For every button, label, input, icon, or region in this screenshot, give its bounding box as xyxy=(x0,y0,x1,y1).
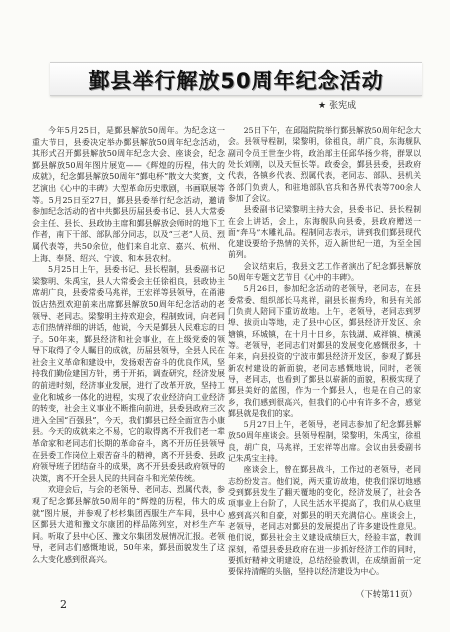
continued-note: （下转第11页） xyxy=(356,589,417,599)
right-column xyxy=(228,125,421,578)
author-name: 张宪成 xyxy=(329,101,357,111)
paragraph: 5月26日，参加纪念活动的老领导，老同志，在县委常委、组织部长马兆祥，副县长崔秀玲，和县有关部门负责人陪同下重访故地。上午，老领导，老同志到罗埠、拔贡山等地，走了县中心区，鄞县经济开发区、余塘镇，环城镇，在十月十日乡，东钱湖、咸祥镇、横溪等。老领导，老同志们对鄞县的发展变化感慨很多，十年来，向县投资的宁波市鄞县经济开发区，参观了鄞县新农村建设的新面貌，老同志感慨地说，同时，老领导，老同志，也看到了鄞县以崭新的面貌，积极实现了鄞县美好的蓝图，作为一个鄞县人，也是在自己的家乡，我们感到很高兴，但我们的心中有许多不舍，感觉鄞县就是我们的家。 xyxy=(228,284,421,418)
byline xyxy=(318,98,356,111)
paragraph: 5月25日上午，县委书记、县长程制，县委副书记梁黎明、朱禹宝，县人大常委会主任徐祖良，县政协主席胡广良，县委常委马兆祥，王宏祥等县领导，在甬港饭店热烈欢迎前来出席鄞县解放50周年纪念活动的老领导、老同志。梁黎明主持欢迎会，程制致词，向老同志们热情祥细的讲话，他说，今天是鄞县人民难忘的日子。50年来，鄞县经济和社会事业，在上级党委的领导下取得了令人瞩目的成就，历届县领导，全县人民在社会主义革命和建设中，发扬艰苦奋斗的优良作风，坚持我们勤俭建国方针，勇于开拓，调查研究，经济发展的前进时刻，经济事业发展，进行了改革开放，坚持工业化和城乡一体化的进程，实现了农业经济向工业经济的转变，社会主义事业不断推向前进，县委县政府三次进入全国“百强县”，今天，我们鄞县已经全面宣告小康县。今天的成就来之不易，它的取得离不开我们老一辈革命家和老同志们长期的革命奋斗，离不开历任县领导在县委工作岗位上艰苦奋斗的精神，离不开县委、县政府领导班子团结奋斗的成果，离不开县委县政府领导的决策，离不开全县人民的共同奋斗和光荣传统。 xyxy=(32,265,225,483)
paragraph: 县委副书记梁黎明主持大会，县委书记、县长程制在会上讲话，会上，东海舰队向县委，县政府赠送一面“奔马”木雕礼品。程制同志表示，讲到我们鄞县现代化建设要给予热情的关怀，迈入新世纪一道，为至全国前列。 xyxy=(228,205,421,260)
title-banner xyxy=(50,62,422,96)
page-number: 2 xyxy=(60,598,67,611)
left-column xyxy=(32,125,225,566)
paragraph: 座谈会上，曾在鄞县战斗，工作过的老领导，老同志纷纷发言。他们说，两天重访故地，使我们深切地感受到鄞县发生了翻天覆地的变化，经济发展了，社会各项事业上台阶了，人民生活水平提高了，我们从心底里感到高兴和自豪，对鄞县的明天充满信心。座谈会上，老领导，老同志对鄞县的发展提出了许多建设性意见。他们说，鄞县社会主义建设成绩巨大，经验丰富，教训深刻，希望县委县政府在进一步抓好经济工作的同时，要抓好精神文明建设，总结经验教训，在成绩面前一定要保持清醒的头脑，坚持以经济建设为中心。 xyxy=(228,465,421,577)
paragraph: 会议结束后，我县文艺工作者演出了纪念鄞县解放50周年专题文艺节目《心中的丰碑》。 xyxy=(228,261,421,283)
paragraph: 5月27日上午，老领导，老同志参加了纪念鄞县解放50周年座谈会。县领导程制，梁黎明，朱禹宝，徐祖良，胡广良，马兆祥，王宏祥等出席。会议由县委副书记朱禹宝主持。 xyxy=(228,420,421,464)
paragraph: 25日下午，在邱隘院院举行鄞县解放50周年纪念大会。县领导程制，梁黎明，徐祖良，胡广良，东海舰队副司令员王世奎少将，政治部主任邱华扬少将，群眾以处长刘刚，以及天恒长等。政委会，鄞县县委，县政府代表，各镇乡代表、烈属代表，老同志、部队、县机关各部门负责人，和驻地部队官兵和各界代表等700余人参加了会议。 xyxy=(228,126,421,203)
article-title: 鄞县举行解放50周年纪念活动 xyxy=(88,69,384,93)
paragraph: 欢迎会后，与会的老领导、老同志、烈属代表，参观了纪念鄞县解放50周年的“辉煌的历程，伟大的成就”图片展，并参观了杉杉集团西服生产车间，县中心区鄞县大道和豫文尔康团的样品陈列室，对杉生产车间。听取了县中心区、豫文尔集团发展情况汇报。老领导，老同志们感慨地说，50年来，鄞县面貌发生了这么大变化感到很高兴。 xyxy=(32,485,225,564)
star-icon: ★ xyxy=(318,101,327,111)
paragraph: 今年5月25日，是鄞县解放50周年。为纪念这一重大节日，县委决定举办鄞县解放50周年纪念活动，其形式召开鄞县解放50周年纪念大会、座谈会，纪念鄞县解放50周年图片展览——《辉煌的历程，伟大的成就》，纪念鄞县解放50周年“鄞电杯”散文大奖赛，文艺演出《心中的丰碑》大型革命历史歌剧，书画联展等等。5月25日至27日，鄞县县委举行纪念活动，邀请参加纪念活动的省中共鄞县历届县委书记、县人大常委会主任、县长、县政协主席和鄞县解放会师时的地下工作者，南下干部、部队部分同志，以及“三老”人员、烈属代表等，共50余位，他们来自北京、嘉兴、杭州、上海、奉贤、绍兴、宁波、和本县农村。 xyxy=(32,126,225,263)
